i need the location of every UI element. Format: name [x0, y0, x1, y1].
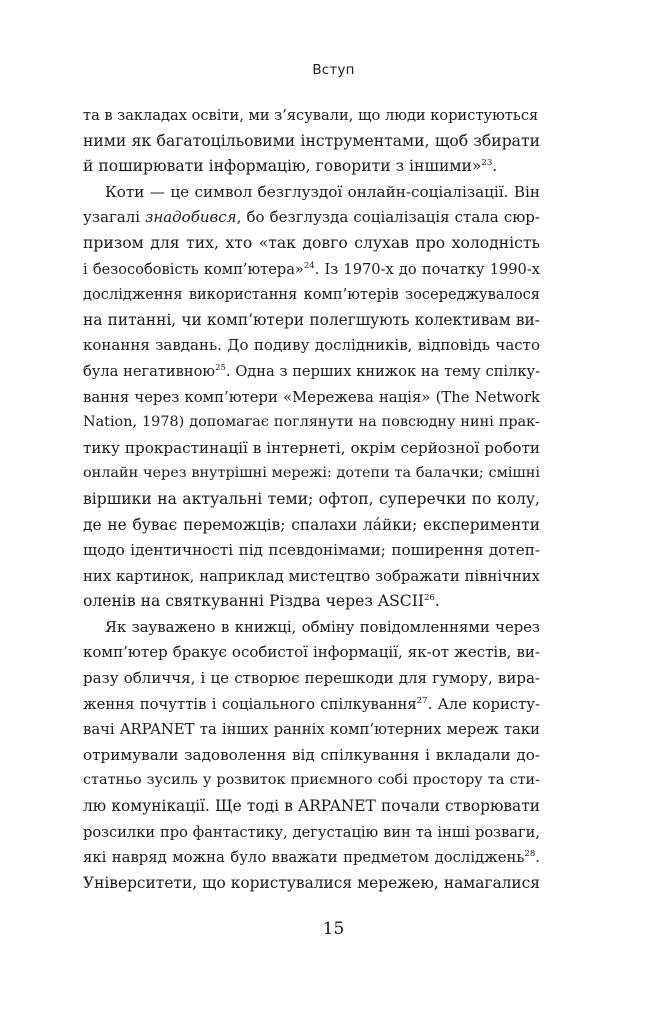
footnote-ref[interactable]: 25 — [215, 362, 226, 373]
footnote-ref[interactable]: 28 — [524, 849, 536, 860]
footnote-ref[interactable]: 27 — [416, 695, 428, 706]
text-line: тику прокрастинації в інтернеті, окрім серйозної роботи — [83, 438, 540, 457]
text-line: Університети, що користувалися мережею, намагалися — [83, 873, 540, 892]
text-line: й поширювати інформацію, говорити з іншими»$^{23}$. — [83, 157, 498, 176]
text-line: оленів на святкуванні Різдва через ASCII$^{26}$. — [83, 592, 440, 611]
text-line: Коти — це символ безглуздої онлайн-соціалізації. Він — [105, 182, 540, 201]
text-line: Nation, 1978) допомагає поглянути на повсюдну нині прак- — [83, 414, 540, 431]
text-line: статньо зусиль у розвиток приємного собі простору та сти- — [83, 772, 540, 789]
text-line: які навряд можна було вважати предметом досліджень$^{28}$. — [83, 849, 540, 867]
text-line: онлайн через внутрішні мережі: дотепи та балачки; смішні — [83, 465, 540, 482]
text-line: ними як багатоцільовими інструментами, щоб збирати — [83, 131, 540, 150]
text-line: і безособовість комп’ютера»$^{24}$. Із 1970-х до початку 1990-х — [83, 260, 541, 278]
text-line: узагалі знадобився, бо безглузда соціалізація стала сюр- — [83, 208, 540, 227]
text-line: щодо ідентичності під псевдонімами; поширення дотеп- — [83, 541, 540, 560]
text-line: разу обличчя, і це створює перешкоди для гумору, вира- — [83, 669, 540, 688]
body-text — [83, 103, 540, 896]
footnote-ref[interactable]: 24 — [303, 260, 315, 271]
text-line: ження почуттів і соціального спілкування$^{27}$. Але користу- — [83, 695, 540, 713]
text-line: розсилки про фантастику, дегустацію вин та інші розваги, — [83, 823, 540, 841]
text-line: була негативною$^{25}$. Одна з перших книжок на тему спілку- — [83, 362, 541, 380]
emphasis: знадобився — [145, 208, 237, 227]
text-line: та в закладах освіти, ми з’ясували, що люди користуються — [83, 107, 539, 124]
running-head: Вступ — [312, 62, 355, 78]
text-line: комп’ютер бракує особистої інформації, як-от жестів, ви- — [83, 643, 540, 662]
text-line: віршики на актуальні теми; офтоп, суперечки по колу, — [83, 489, 540, 508]
text-line: де не буває переможців; спалахи ла́йки; експерименти — [83, 515, 540, 534]
text-line: вання через комп’ютери «Мережева нація» (The Network — [83, 388, 540, 406]
text-line: конання завдань. До подиву дослідників, відповідь часто — [83, 336, 540, 355]
footnote-ref[interactable]: 26 — [424, 593, 435, 604]
page-number: 15 — [322, 919, 345, 939]
text-line: вачі ARPANET та інших ранніх комп’ютерних мереж таки — [83, 721, 540, 739]
text-line: Як зауважено в книжці, обміну повідомленнями через — [105, 618, 540, 636]
text-line: них картинок, наприклад мистецтво зображати північних — [83, 567, 540, 585]
text-line: лю комунікації. Ще тоді в ARPANET почали створювати — [83, 797, 540, 816]
footnote-ref[interactable]: 23 — [481, 158, 493, 169]
text-line: дослідження використання комп’ютерів зосереджувалося — [83, 286, 540, 304]
text-line: отримували задоволення від спілкування і вкладали до- — [83, 745, 540, 764]
text-line: на питанні, чи комп’ютери полегшують колективам ви- — [83, 310, 540, 329]
text-line: призом для тих, хто «так довго слухав про холодність — [83, 233, 540, 252]
